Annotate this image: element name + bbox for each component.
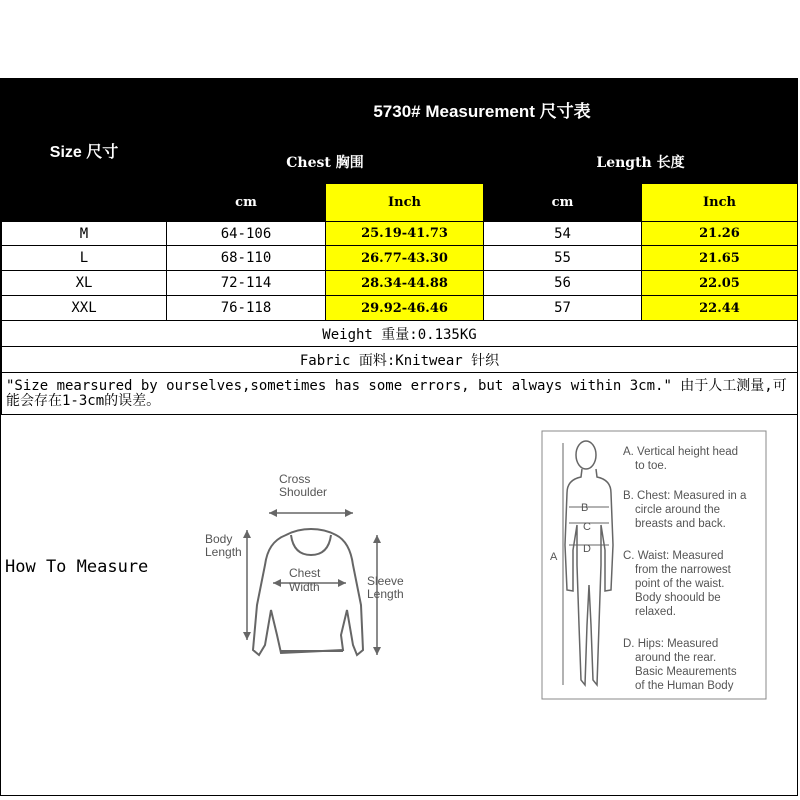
measure-illustrations <box>1 415 799 795</box>
size-cell: L <box>2 246 167 271</box>
note-b-2: circle around the <box>635 504 721 516</box>
size-cell: M <box>2 222 167 246</box>
letter-a: A <box>550 551 558 563</box>
chest-width-label: Chest <box>289 566 321 580</box>
note-c-3: point of the waist. <box>635 578 725 590</box>
table-row <box>2 271 798 296</box>
note-c-4: Body shoould be <box>635 592 721 604</box>
length-cm-cell: 56 <box>484 271 642 296</box>
cross-shoulder-label: Cross <box>279 472 311 486</box>
letter-b: B <box>581 502 589 514</box>
sweater-diagram <box>205 472 404 655</box>
note-d-3: Basic Meaurements <box>635 666 737 678</box>
length-inch-cell: 22.44 <box>642 296 798 321</box>
chest-cm-cell: 68-110 <box>167 246 326 271</box>
cross-shoulder-label-2: Shoulder <box>279 485 328 499</box>
size-cell: XL <box>2 271 167 296</box>
length-cm-header: cm <box>484 184 642 222</box>
size-cell: XXL <box>2 296 167 321</box>
note-d-4: of the Human Body <box>635 680 734 692</box>
length-inch-cell: 22.05 <box>642 271 798 296</box>
note-a-2: to toe. <box>635 460 667 472</box>
chest-cm-cell: 64-106 <box>167 222 326 246</box>
length-inch-header: Inch <box>642 184 798 222</box>
chest-header: Chest 胸围 <box>167 140 484 184</box>
chest-cm-cell: 76-118 <box>167 296 326 321</box>
how-to-measure-section <box>1 415 797 795</box>
body-length-label: Body <box>205 532 233 546</box>
length-cm-cell: 54 <box>484 222 642 246</box>
chest-inch-cell: 29.92-46.46 <box>326 296 484 321</box>
chest-cm-header: cm <box>167 184 326 222</box>
body-length-label-2: Length <box>205 545 242 559</box>
sleeve-length-label: Sleeve <box>367 574 404 588</box>
length-inch-cell: 21.65 <box>642 246 798 271</box>
measurement-note: "Size mearsured by ourselves,sometimes has some errors, but always within 3cm." 由于人工测量,可能会存在1-3cm的误差。 <box>2 373 798 415</box>
sleeve-length-label-2: Length <box>367 587 404 601</box>
note-b-3: breasts and back. <box>635 518 726 530</box>
chest-inch-header: Inch <box>326 184 484 222</box>
letter-d: D <box>583 543 591 555</box>
chest-width-label-2: Width <box>289 580 320 594</box>
body-diagram <box>542 431 766 699</box>
table-row <box>2 246 798 271</box>
table-row <box>2 222 798 246</box>
chest-inch-cell: 26.77-43.30 <box>326 246 484 271</box>
note-b-1: B. Chest: Measured in a <box>623 490 747 502</box>
size-header: Size 尺寸 <box>2 80 167 222</box>
length-cm-cell: 57 <box>484 296 642 321</box>
note-a-1: A. Vertical height head <box>623 446 739 458</box>
note-c-2: from the narrowest <box>635 564 731 576</box>
fabric-row: Fabric 面料:Knitwear 针织 <box>2 347 798 373</box>
chart-title: 5730# Measurement 尺寸表 <box>167 80 798 140</box>
length-inch-cell: 21.26 <box>642 222 798 246</box>
size-table <box>1 79 798 415</box>
length-header: Length 长度 <box>484 140 798 184</box>
size-chart <box>0 78 798 796</box>
note-c-1: C. Waist: Measured <box>623 550 724 562</box>
table-row <box>2 296 798 321</box>
weight-row: Weight 重量:0.135KG <box>2 321 798 347</box>
note-c-5: relaxed. <box>635 606 676 618</box>
note-d-1: D. Hips: Measured <box>623 638 719 650</box>
chest-inch-cell: 28.34-44.88 <box>326 271 484 296</box>
letter-c: C <box>583 521 591 533</box>
chest-cm-cell: 72-114 <box>167 271 326 296</box>
how-to-measure-label: How To Measure <box>5 557 149 577</box>
chest-inch-cell: 25.19-41.73 <box>326 222 484 246</box>
length-cm-cell: 55 <box>484 246 642 271</box>
note-d-2: around the rear. <box>635 652 717 664</box>
